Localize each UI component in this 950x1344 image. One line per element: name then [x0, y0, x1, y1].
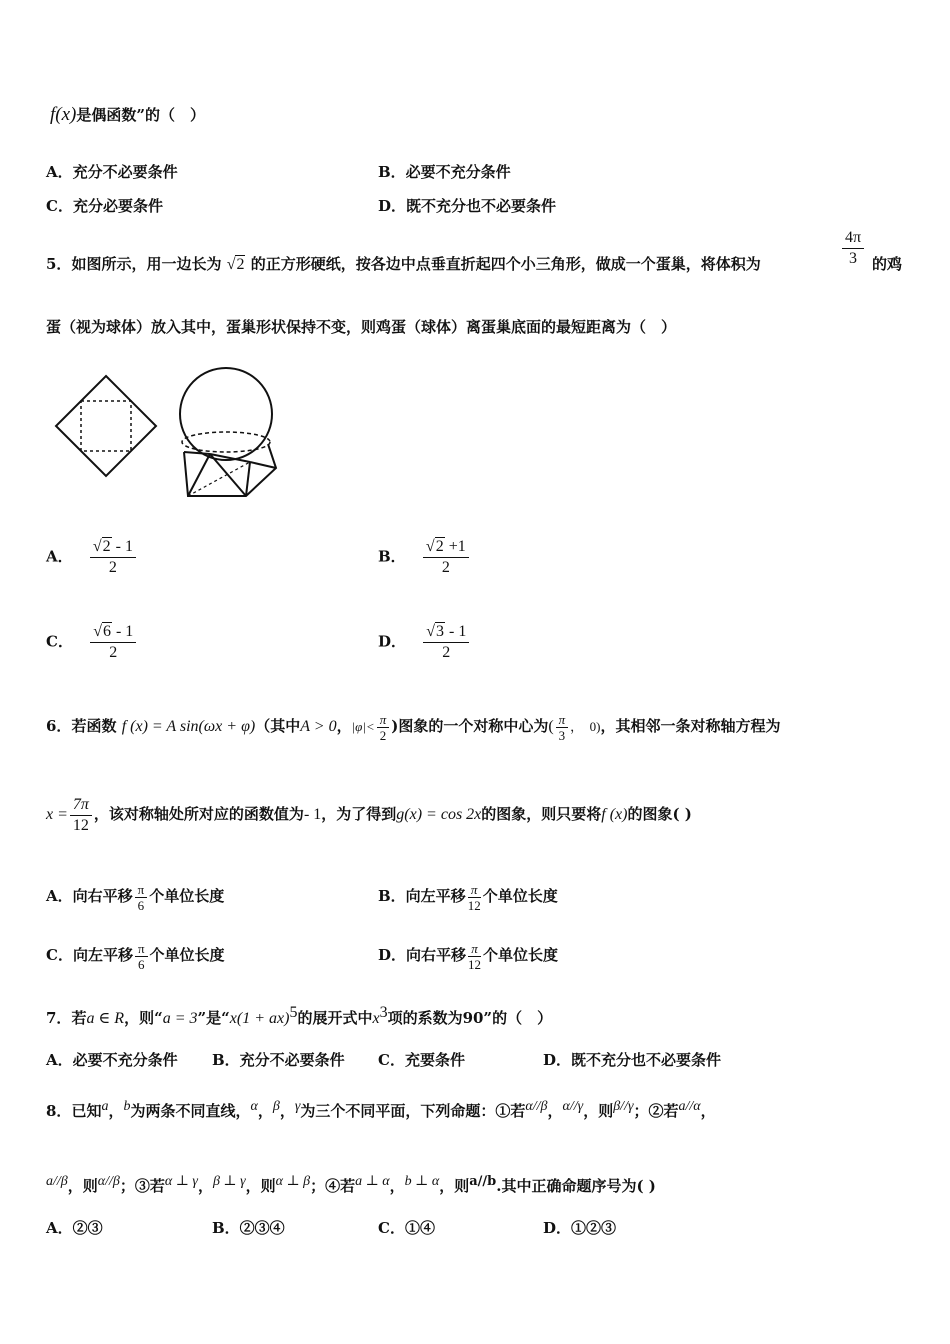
- q8-t7: ；③若: [119, 1177, 165, 1195]
- q6-c-den: 6: [137, 956, 145, 972]
- q8-p4c: a//b: [469, 1174, 497, 1189]
- q5-option-c: [46, 622, 138, 663]
- q6-cond1: A > 0: [300, 718, 337, 735]
- q7-option-d: D．既不充分也不必要条件: [543, 1051, 722, 1069]
- q7-t3: ”是“: [197, 1009, 230, 1027]
- q8-t9: ；④若: [310, 1177, 356, 1195]
- q8-sep4: ，: [547, 1102, 563, 1120]
- q7-exp: 5: [289, 1004, 298, 1021]
- q4-text: 是偶函数”的（ ）: [76, 106, 206, 124]
- q8-number: 8．: [46, 1102, 72, 1120]
- q7-option-b: B．充分不必要条件: [212, 1051, 345, 1069]
- folded-square-diagram: [56, 376, 156, 476]
- q8-t4: ，则: [583, 1102, 614, 1120]
- q6-option-d: [378, 933, 558, 977]
- egg-base-ellipse: [182, 432, 270, 452]
- q6-val: - 1: [303, 806, 322, 823]
- q7-t5: 项的系数为90”的（ ）: [387, 1009, 553, 1027]
- q6-cond2-den: 2: [379, 727, 387, 743]
- q6-a-pre: A．向右平移: [46, 887, 133, 905]
- q5-option-c-label: C．: [46, 632, 73, 651]
- q8-a: a: [101, 1099, 109, 1114]
- q6-comma: ，: [336, 717, 352, 735]
- q5-d-rad: 3: [436, 623, 445, 640]
- q6-cond2-frac: [377, 712, 390, 743]
- q5-option-a-frac: $\frac{√2 - 1}{2}$: [90, 537, 136, 578]
- q8-p3c: α ⊥ β: [275, 1174, 311, 1189]
- q6-g: g(x) = cos 2x: [396, 806, 482, 823]
- q8-option-b: B．②③④: [212, 1219, 285, 1237]
- q5-volume-frac: [842, 228, 864, 269]
- q5-b-rad: 2: [435, 538, 444, 555]
- q5-c-rest: - 1: [111, 623, 134, 640]
- q8-sep3: ，: [279, 1102, 295, 1120]
- q7-t2: ，则“: [124, 1009, 163, 1027]
- q8-option-c: C．①④: [378, 1219, 435, 1237]
- q8-t10: ，则: [439, 1177, 470, 1195]
- q6-center-den: 3: [558, 727, 566, 743]
- q8-p4a: a ⊥ α: [355, 1174, 390, 1189]
- q8-p1a: α//β: [525, 1099, 548, 1114]
- q8-p4b: b ⊥ α: [404, 1174, 440, 1189]
- q6-d-num: π: [468, 941, 481, 957]
- q8-t2: 为两条不同直线，: [130, 1102, 251, 1120]
- q5-option-a: [46, 537, 138, 578]
- q4-option-c: C．充分必要条件: [46, 197, 163, 215]
- q8-p2a: a//α: [678, 1099, 701, 1114]
- q6-b-num: π: [468, 882, 481, 898]
- q7-t4: 的展开式中: [297, 1009, 373, 1027]
- q8-sep2: ，: [257, 1102, 273, 1120]
- q8-p1b: α//γ: [562, 1099, 584, 1114]
- q7-stem: [46, 1001, 552, 1031]
- q5-option-d-label: D．: [378, 632, 407, 651]
- q8-p3b: β ⊥ γ: [212, 1174, 246, 1189]
- q8-sep7: ，: [389, 1177, 405, 1195]
- q5-option-d-frac: $\frac{√3 - 1}{2}$: [423, 622, 469, 663]
- q5-volume: [840, 228, 866, 269]
- q6-t2: （其中: [255, 717, 301, 735]
- q8-sep6: ，: [197, 1177, 213, 1195]
- q8-stem-line1: [46, 1095, 716, 1123]
- q5-option-b: [378, 537, 471, 578]
- q5-figure: [50, 362, 290, 512]
- q6-c-num: π: [135, 941, 148, 957]
- q6-t5: ，该对称轴处所对应的函数值为: [93, 805, 304, 823]
- q8-t3: 为三个不同平面，下列命题：①若: [300, 1102, 526, 1120]
- q7-number: 7．: [46, 1009, 72, 1027]
- q6-t7: 的图象，则只要将: [481, 805, 602, 823]
- q8-sep1: ，: [108, 1102, 124, 1120]
- q5-stem-line1: [46, 252, 761, 277]
- q6-center-rest: ， 0): [570, 719, 601, 734]
- q5-text1: 如图所示，用一边长为: [71, 255, 222, 273]
- q8-p1c: β//γ: [613, 1099, 634, 1114]
- q6-center-num: π: [556, 712, 569, 728]
- q6-center-open: (: [548, 718, 554, 735]
- q6-f2: f (x): [601, 806, 628, 823]
- q6-d-post: 个单位长度: [483, 946, 559, 964]
- q5-a-den: 2: [108, 559, 117, 576]
- q5-number: 5．: [46, 255, 72, 273]
- q6-c-frac: [135, 941, 148, 972]
- q6-t6: ，为了得到: [321, 805, 397, 823]
- q4-option-a: A．充分不必要条件: [46, 163, 178, 181]
- q5-text2: 的正方形硬纸，按各边中点垂直折起四个小三角形，做成一个蛋巢，将体积为: [250, 255, 761, 273]
- q8-t8: ，则: [245, 1177, 276, 1195]
- q5-d-rest: - 1: [445, 623, 467, 640]
- q5-option-b-frac: $\frac{√2 +1}{2}$: [423, 537, 469, 578]
- q6-b-pre: B．向左平移: [378, 887, 466, 905]
- q8-p2c: α//β: [97, 1174, 120, 1189]
- q6-d-den: 12: [468, 956, 482, 972]
- q6-stem-line2: [46, 792, 692, 837]
- q6-stem-line1: [46, 704, 781, 749]
- q7-m1: a ∈ R: [86, 1010, 125, 1027]
- q8-alpha: α: [250, 1099, 258, 1114]
- q8-t6: ，则: [67, 1177, 98, 1195]
- q5-option-d: [378, 622, 471, 663]
- q6-option-b: [378, 874, 558, 918]
- q5-d-den: 2: [442, 644, 451, 661]
- q6-cond2-num: π: [377, 712, 390, 728]
- q8-b: b: [123, 1099, 131, 1114]
- q6-c-pre: C．向左平移: [46, 946, 133, 964]
- q6-axis-den: 12: [72, 816, 89, 834]
- q5-vol-den: 3: [849, 250, 858, 267]
- q7-exp2: 3: [379, 1004, 388, 1021]
- q7-t1: 若: [71, 1009, 87, 1027]
- q6-func: f (x) = A sin(ωx + φ): [121, 718, 256, 735]
- q7-m3: x(1 + ax): [229, 1010, 290, 1027]
- q6-c-post: 个单位长度: [149, 946, 225, 964]
- q6-option-a: [46, 874, 224, 918]
- q8-option-d: D．①②③: [543, 1219, 617, 1237]
- q8-beta: β: [272, 1099, 280, 1114]
- q6-a-frac: [135, 882, 148, 913]
- q7-m2: a = 3: [162, 1010, 198, 1027]
- q8-option-a: A．②③: [46, 1219, 103, 1237]
- q6-option-c: [46, 933, 225, 977]
- q4-option-d: D．既不充分也不必要条件: [378, 197, 557, 215]
- q6-d-pre: D．向右平移: [378, 946, 467, 964]
- q4-option-b: B．必要不充分条件: [378, 163, 511, 181]
- q6-t1: 若函数: [71, 717, 117, 735]
- q6-axis-frac: [70, 795, 92, 836]
- q8-t5: ；②若: [633, 1102, 679, 1120]
- q6-a-post: 个单位长度: [149, 887, 225, 905]
- q8-p3a: α ⊥ γ: [164, 1174, 198, 1189]
- q6-d-frac: [468, 941, 481, 972]
- q5-b-rest: +1: [444, 538, 466, 555]
- egg-sphere: [180, 368, 272, 460]
- q4-func: f(x): [50, 104, 77, 125]
- inner-square-dashed: [81, 401, 131, 451]
- q6-t4: ，其相邻一条对称轴方程为: [600, 717, 781, 735]
- q5-stem-line2: 蛋（视为球体）放入其中，蛋巢形状保持不变，则鸡蛋（球体）离蛋巢底面的最短距离为（ ）: [46, 318, 677, 336]
- q5-option-b-label: B．: [378, 547, 406, 566]
- q5-option-a-label: A．: [46, 547, 73, 566]
- q6-t8: 的图象( ): [627, 805, 692, 823]
- q8-t1: 已知: [71, 1102, 102, 1120]
- q6-cond2: |φ|<: [351, 719, 375, 734]
- q6-b-frac: [468, 882, 481, 913]
- q5-text3: 的鸡: [872, 255, 903, 273]
- q5-a-rest: - 1: [111, 538, 133, 555]
- q5-a-rad: 2: [102, 538, 111, 555]
- q6-axis-lhs: x =: [46, 806, 68, 823]
- q5-c-rad: 6: [102, 623, 111, 640]
- q6-number: 6．: [46, 717, 72, 735]
- q6-b-post: 个单位长度: [482, 887, 558, 905]
- q8-t11: .其中正确命题序号为( ): [496, 1177, 656, 1195]
- q5-side: 2: [236, 256, 245, 273]
- q7-option-c: C．充要条件: [378, 1051, 465, 1069]
- q6-axis-num: 7π: [70, 795, 92, 816]
- q6-a-den: 6: [137, 897, 145, 913]
- q7-m4: x: [372, 1010, 380, 1027]
- q5-option-c-frac: $\frac{√6 - 1}{2}$: [90, 622, 136, 663]
- q8-stem-line2: [46, 1170, 656, 1198]
- q6-t3: )图象的一个对称中心为: [391, 717, 549, 735]
- q5-side-sqrt: √2: [226, 256, 245, 273]
- q4-stem: [50, 103, 205, 127]
- q5-b-den: 2: [441, 559, 450, 576]
- q5-vol-num: 4π: [842, 228, 864, 249]
- q8-sep5: ，: [700, 1102, 716, 1120]
- q8-gamma: γ: [294, 1099, 301, 1114]
- q5-c-den: 2: [109, 644, 118, 661]
- q6-center-frac: [556, 712, 569, 743]
- q8-p2b: a//β: [46, 1174, 68, 1189]
- q7-option-a: A．必要不充分条件: [46, 1051, 178, 1069]
- q6-b-den: 12: [467, 897, 481, 913]
- q6-a-num: π: [135, 882, 148, 898]
